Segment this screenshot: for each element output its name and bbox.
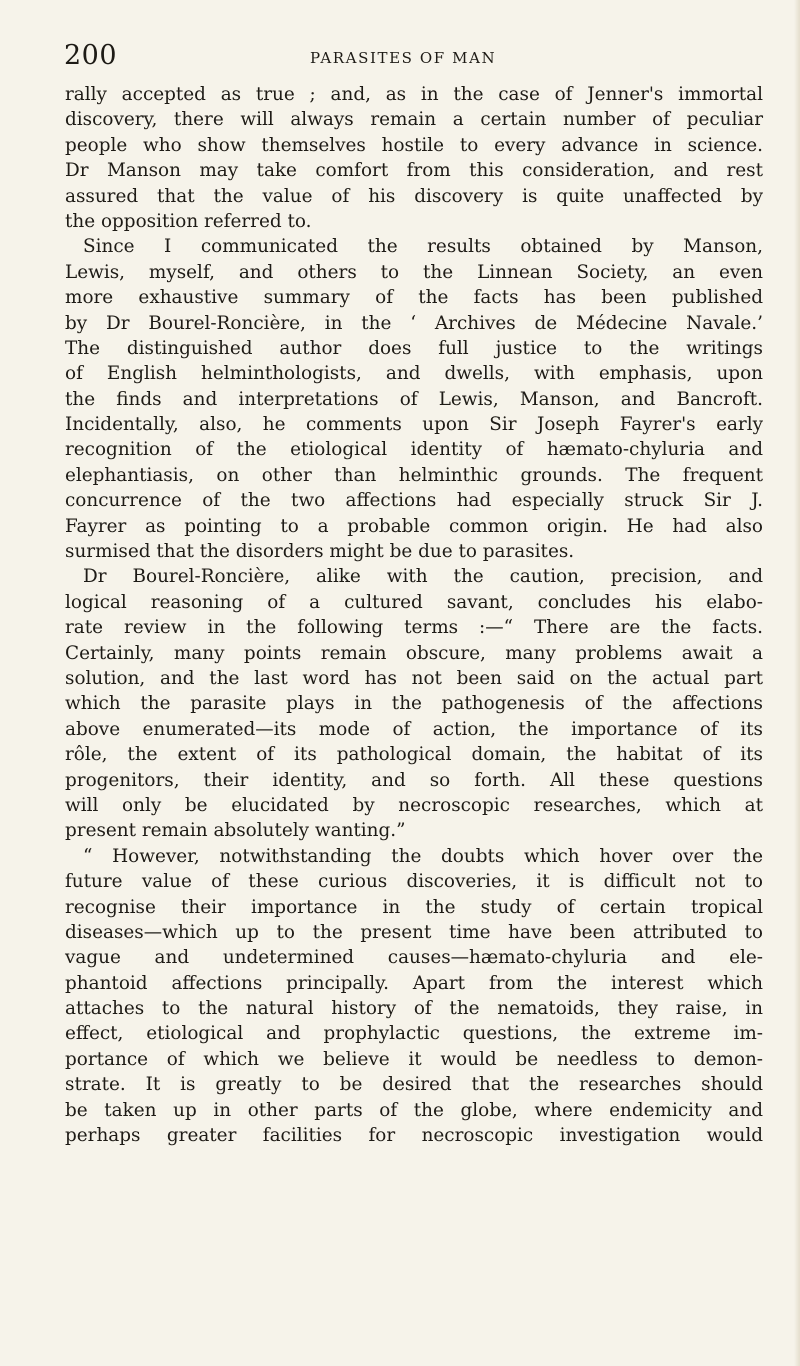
text-line: progenitors, their identity, and so forth. All these questions — [65, 769, 763, 791]
page-header — [64, 40, 764, 76]
text-line: attaches to the natural history of the nematoids, they raise, in — [65, 998, 763, 1020]
text-line: perhaps greater facilities for necroscopic investigation would — [65, 1125, 763, 1147]
text-line: rôle, the extent of its pathological domain, the habitat of its — [65, 744, 763, 766]
text-line: future value of these curious discoveries, it is difficult not to — [65, 871, 763, 893]
text-line: discovery, there will always remain a certain number of peculiar — [65, 109, 763, 131]
text-line: above enumerated—its mode of action, the importance of its — [65, 718, 763, 740]
text-line: the opposition referred to. — [65, 210, 312, 232]
text-line: which the parasite plays in the pathogenesis of the affections — [65, 693, 763, 715]
text-line: Fayrer as pointing to a probable common origin. He had also — [65, 515, 763, 537]
text-line: solution, and the last word has not been said on the actual part — [65, 667, 763, 689]
text-line: be taken up in other parts of the globe, where endemicity and — [65, 1099, 763, 1121]
text-line: elephantiasis, on other than helminthic grounds. The frequent — [65, 464, 763, 486]
running-title: PARASITES OF MAN — [310, 49, 497, 67]
text-line: strate. It is greatly to be desired that the researches should — [65, 1074, 763, 1096]
text-line: logical reasoning of a cultured savant, concludes his elabo- — [65, 591, 763, 613]
text-line: more exhaustive summary of the facts has been published — [65, 287, 763, 309]
text-line: recognition of the etiological identity of hæmato-chyluria and — [65, 439, 763, 461]
text-line: of English helminthologists, and dwells, with emphasis, upon — [65, 363, 763, 385]
text-line: portance of which we believe it would be needless to demon- — [65, 1048, 763, 1070]
text-line: recognise their importance in the study of certain tropical — [65, 896, 763, 918]
text-line: Dr Bourel-Roncière, alike with the caution, precision, and — [83, 566, 763, 588]
text-line: diseases—which up to the present time have been attributed to — [65, 921, 763, 943]
text-line: rate review in the following terms :—“ There are the facts. — [65, 617, 763, 639]
text-line: people who show themselves hostile to every advance in science. — [65, 134, 763, 156]
text-line: by Dr Bourel-Roncière, in the ‘ Archives de Médecine Navale.’ — [65, 312, 763, 334]
text-line: assured that the value of his discovery is quite unaffected by — [65, 185, 763, 207]
text-line: effect, etiological and prophylactic questions, the extreme im- — [65, 1023, 763, 1045]
text-line: phantoid affections principally. Apart from the interest which — [65, 972, 763, 994]
body-text — [65, 82, 763, 1148]
text-line: present remain absolutely wanting.” — [65, 820, 406, 842]
text-line: Since I communicated the results obtained by Manson, — [83, 236, 763, 258]
text-line: Incidentally, also, he comments upon Sir Joseph Fayrer's early — [65, 414, 763, 436]
text-line: vague and undetermined causes—hæmato-chyluria and ele- — [65, 947, 763, 969]
text-line: Dr Manson may take comfort from this consideration, and rest — [65, 160, 763, 182]
text-line: the finds and interpretations of Lewis, Manson, and Bancroft. — [65, 388, 763, 410]
page-number: 200 — [64, 40, 118, 71]
text-line: “ However, notwithstanding the doubts which hover over the — [83, 845, 763, 867]
text-line: Certainly, many points remain obscure, many problems await a — [65, 642, 763, 664]
text-line: Lewis, myself, and others to the Linnean Society, an even — [65, 261, 763, 283]
text-line: The distinguished author does full justice to the writings — [65, 337, 763, 359]
text-line: surmised that the disorders might be due to parasites. — [65, 541, 575, 563]
page-edge-shadow — [794, 0, 800, 1366]
text-line: rally accepted as true ; and, as in the case of Jenner's immortal — [65, 84, 763, 105]
text-line: concurrence of the two affections had especially struck Sir J. — [65, 490, 763, 512]
text-line: will only be elucidated by necroscopic researches, which at — [65, 794, 763, 816]
